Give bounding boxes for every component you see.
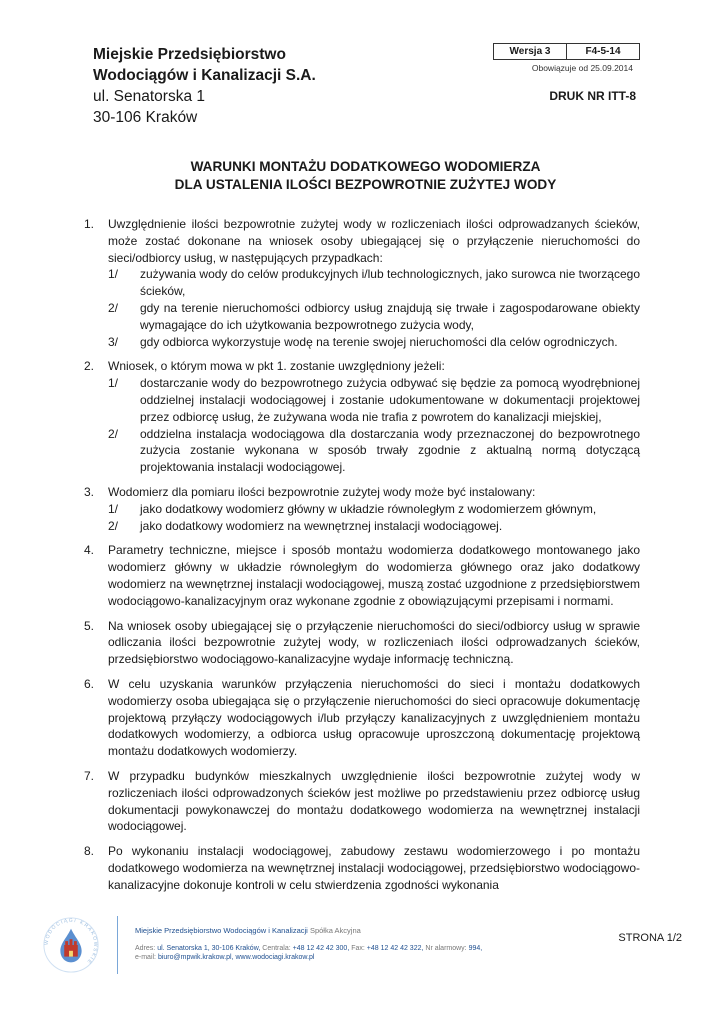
list-item-text: Wodomierz dla pomiaru ilości bezpowrotnie zużytej wody może być instalowany: [108, 484, 536, 499]
list-item-body [108, 768, 640, 835]
list-item-text: Wniosek, o którym mowa w pkt 1. zostanie uwzględniony jeżeli: [108, 359, 445, 374]
footer-email-line: e-mail: biuro@mpwik.krakow.pl, www.wodociagi.krakow.pl [135, 954, 315, 961]
footer-contact-line: Adres: ul. Senatorska 1, 30-106 Kraków, Centrala: +48 12 42 42 300, Fax: +48 12 42 42 322, Nr alarmowy: 994, [135, 945, 483, 952]
title-line1: WARUNKI MONTAŻU DODATKOWEGO WODOMIERZA [190, 159, 541, 174]
document-title [93, 158, 638, 194]
list-item-number: 2. [84, 359, 95, 374]
list-item-body [108, 542, 640, 609]
list-item [84, 843, 640, 893]
list-item [84, 618, 640, 668]
sub-item-text: gdy na terenie nieruchomości odbiorcy usług znajdują się trwałe i zagospodarowane obiekty wymagające do ich użytkowania bezpowrotnego zużycia wody, [140, 300, 640, 332]
footer-company-suffix: Spółka Akcyjna [309, 926, 361, 935]
list-item-text: Uwzględnienie ilości bezpowrotnie zużytej wody w rozliczeniach ilości odprowadzanych ścieków, może zostać dokonane na wniosek osoby ubiegającej się o przyłączenie nieruchomości do sieci/odbiorcy usług, w następujących przypadkach: [108, 217, 640, 265]
footer-company-name: Miejskie Przedsiębiorstwo Wodociągów i Kanalizacji [135, 926, 308, 935]
list-item-number: 8. [84, 844, 95, 859]
sub-item-number: 1/ [108, 376, 119, 391]
list-item-body [108, 676, 640, 760]
sub-item [108, 334, 640, 351]
sub-item-text: oddzielna instalacja wodociągowa dla dostarczania wody przeznaczonej do bezpowrotnego zużycia zostanie wykonana w sposób trwały zgodnie z aktualną normą dotyczącą projektowania instalacji wodociągowej. [140, 426, 640, 475]
sub-item-number: 2/ [108, 426, 119, 441]
page-number: STRONA 1/2 [618, 932, 682, 944]
list-item-number: 3. [84, 484, 95, 499]
list-item [84, 484, 640, 534]
list-item-number: 1. [84, 217, 95, 231]
list-item-body [108, 216, 640, 350]
list-item-text: Na wniosek osoby ubiegającej się o przyłączenie nieruchomości do sieci/odbiorcy usług w sprawie odliczania ilości bezpowrotnie zużytej wody, w rozliczeniach ilości odprowadzanych ścieków, przedsiębiorstwo wodociągowo-kanalizacyjne wydaje informację techniczną. [108, 618, 640, 667]
list-item-number: 5. [84, 618, 95, 633]
form-code: F4-5-14 [585, 46, 621, 57]
list-item [84, 216, 640, 350]
sub-item-text: dostarczanie wody do bezpowrotnego zużycia odbywać się będzie za pomocą wyodrębnionej oddzielnej instalacji wodociągowej i zostanie udokumentowane w dokumentacji projektowej przez odbiorcę usług, że zużywana woda nie trafia z powrotem do kanalizacji miejskiej, [140, 376, 640, 424]
version-label: Wersja 3 [494, 44, 567, 59]
list-item-text: Parametry techniczne, miejsce i sposób montażu wodomierza dodatkowego montowanego jako wodomierz główny w układzie równoległym do wodomierza głównego oraz jako dodatkowy wodomierz na wewnętrznej instalacji wodociągowej, muszą zostać uzgodnione z przedsiębiorstwem wodociągowo-kanalizacyjnym oraz wykonane zgodnie z obowiązującymi przepisami i normami. [108, 543, 640, 608]
sub-item [108, 426, 640, 476]
list-item-number: 6. [84, 676, 95, 691]
address-city: 30-106 Kraków [93, 109, 198, 126]
document-body [84, 216, 640, 901]
list-item-number: 4. [84, 543, 95, 558]
sub-item-text: jako dodatkowy wodomierz główny w układzie równoległym z wodomierzem głównym, [140, 501, 597, 516]
sub-item-number: 1/ [108, 501, 119, 516]
sub-item-number: 2/ [108, 518, 119, 533]
title-line2: DLA USTALENIA ILOŚCI BEZPOWROTNIE ZUŻYTEJ WODY [174, 177, 557, 192]
sub-item-text: gdy odbiorca wykorzystuje wodę na terenie swojej nieruchomości dla celów ogrodniczych. [140, 334, 618, 349]
sub-item [108, 501, 640, 518]
company-address-block [93, 44, 316, 128]
form-number: DRUK NR ITT-8 [549, 89, 636, 103]
footer [0, 912, 724, 982]
valid-from: Obowiązuje od 25.09.2014 [531, 63, 633, 73]
list-item-text: W celu uzyskania warunków przyłączenia nieruchomości do sieci i montażu dodatkowych wodomierzy osoba ubiegająca się o przyłączenie nieruchomości do sieci opracowuje dokumentację projektową przyłączy wodociągowych i/lub przyłączy kanalizacyjnych z uwzględnieniem montażu dodatkowych wodomierzy, a odbiorca usług opracowuje uproszczoną dokumentację projektową montażu dodatkowych wodomierzy. [108, 676, 640, 759]
list-item [84, 676, 640, 760]
footer-divider [117, 916, 118, 974]
company-logo-icon [42, 916, 100, 974]
footer-email-link[interactable]: biuro@mpwik.krakow.pl, www.wodociagi.krakow.pl [157, 954, 315, 961]
list-item [84, 768, 640, 835]
company-name-line2: Wodociągów i Kanalizacji S.A. [93, 67, 316, 84]
sub-item-text: jako dodatkowy wodomierz na wewnętrznej instalacji wodociągowej. [140, 518, 503, 533]
list-item-body [108, 618, 640, 668]
list-item-number: 7. [84, 768, 95, 783]
sub-item [108, 518, 640, 535]
footer-company [135, 926, 361, 935]
sub-item-number: 2/ [108, 300, 119, 315]
list-item [84, 542, 640, 609]
sub-item-text: zużywania wody do celów produkcyjnych i/lub technologicznych, jako surowca nie tworzącego ścieków, [140, 267, 640, 299]
company-name-line1: Miejskie Przedsiębiorstwo [93, 46, 286, 63]
list-item-body [108, 484, 640, 534]
sub-item [108, 375, 640, 425]
sub-item-number: 3/ [108, 334, 119, 349]
sub-item [108, 300, 640, 334]
list-item-body [108, 843, 640, 893]
sub-item [108, 266, 640, 300]
address-street: ul. Senatorska 1 [93, 88, 206, 105]
list-item-text: W przypadku budynków mieszkalnych uwzględnienie ilości bezpowrotnie zużytej wody w rozliczeniach ilości odprowadzonych ścieków jest możliwe po przedstawieniu przez odbiorcę usług dokumentacji powykonawczej do montażu dodatkowego wodomierza na wewnętrznej instalacji wodociągowej. [108, 768, 640, 834]
version-box [493, 43, 640, 60]
sub-item-number: 1/ [108, 267, 119, 282]
logo-ring-text: WODOCIĄGI KRAKOWSKIE [43, 917, 99, 966]
list-item-text: Po wykonaniu instalacji wodociągowej, zabudowy zestawu wodomierzowego i po montażu dodatkowego wodomierza na wewnętrznej instalacji wodociągowej, przedsiębiorstwo wodociągowo-kanalizacyjne dokonuje kontroli w celu stwierdzenia zgodności wykonania [108, 844, 640, 892]
list-item [84, 358, 640, 476]
list-item-body [108, 358, 640, 476]
